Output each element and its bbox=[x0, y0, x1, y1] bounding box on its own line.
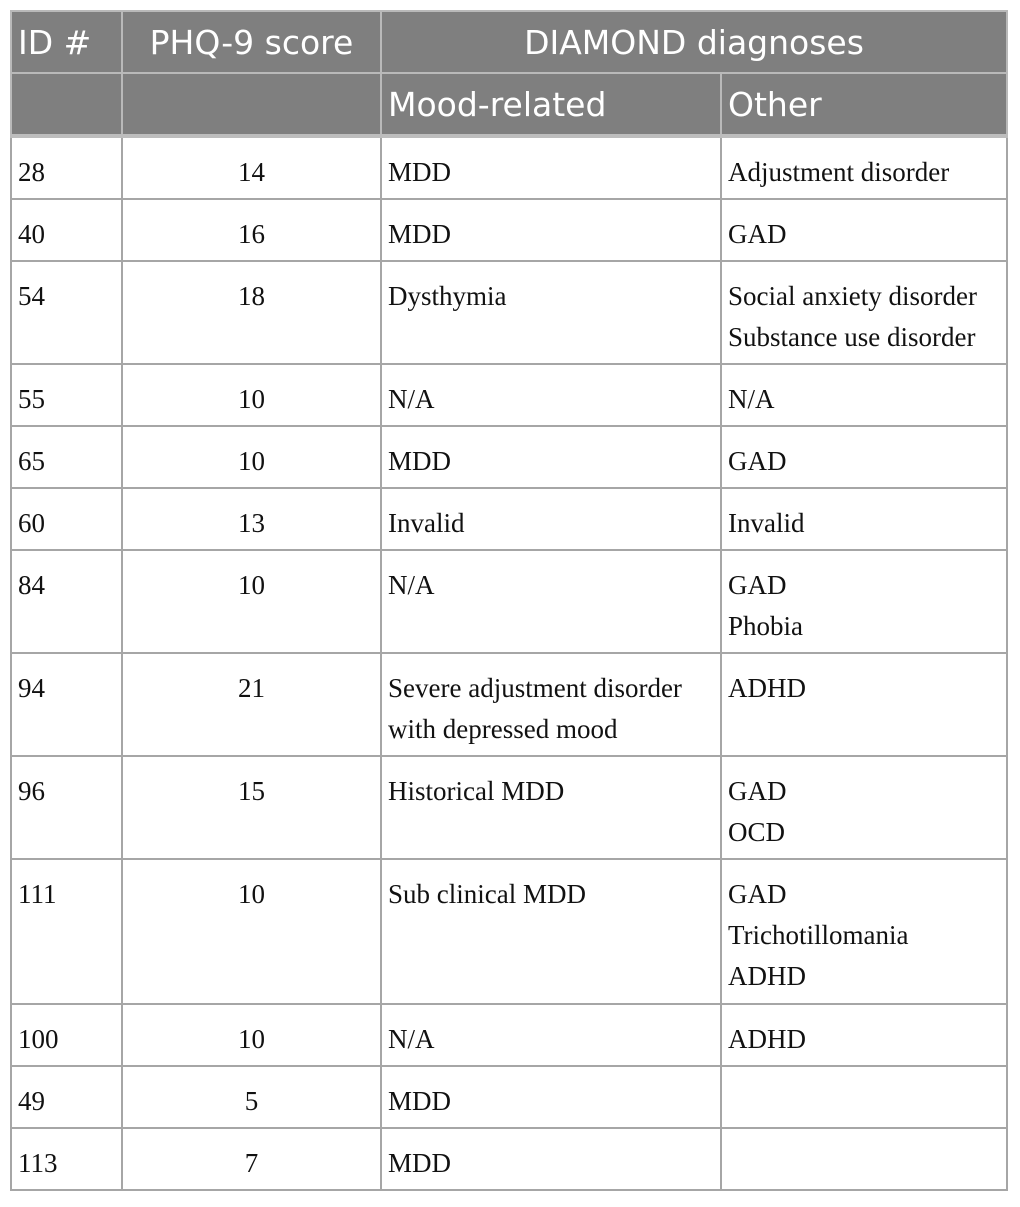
diagnosis-line: N/A bbox=[728, 384, 775, 414]
cell-mood-related bbox=[381, 756, 721, 859]
table-row bbox=[11, 261, 1007, 364]
cell-id: 94 bbox=[11, 653, 122, 756]
diagnosis-line: Historical MDD bbox=[388, 776, 565, 806]
cell-phq9-score: 16 bbox=[122, 199, 381, 261]
cell-other bbox=[721, 756, 1007, 859]
diagnosis-line: Substance use disorder bbox=[728, 322, 976, 352]
table-row bbox=[11, 136, 1007, 199]
table-row bbox=[11, 426, 1007, 488]
table-header bbox=[11, 11, 1007, 136]
header-mood-related: Mood-related bbox=[381, 73, 721, 136]
cell-other bbox=[721, 1066, 1007, 1128]
diagnosis-line: Sub clinical MDD bbox=[388, 879, 586, 909]
cell-id: 65 bbox=[11, 426, 122, 488]
cell-other bbox=[721, 261, 1007, 364]
cell-other bbox=[721, 1004, 1007, 1066]
diagnosis-line: ADHD bbox=[728, 1024, 806, 1054]
cell-id: 96 bbox=[11, 756, 122, 859]
cell-mood-related bbox=[381, 1066, 721, 1128]
table-row bbox=[11, 1004, 1007, 1066]
cell-phq9-score: 21 bbox=[122, 653, 381, 756]
cell-phq9-score: 10 bbox=[122, 859, 381, 1004]
cell-phq9-score: 10 bbox=[122, 550, 381, 653]
diagnosis-line: Severe adjustment disorder bbox=[388, 673, 682, 703]
cell-id: 55 bbox=[11, 364, 122, 426]
table-row bbox=[11, 488, 1007, 550]
diagnosis-line: GAD bbox=[728, 446, 787, 476]
cell-mood-related bbox=[381, 364, 721, 426]
diagnoses-table bbox=[10, 10, 1008, 1191]
diagnosis-line: MDD bbox=[388, 446, 452, 476]
cell-phq9-score: 14 bbox=[122, 136, 381, 199]
diagnosis-line: Invalid bbox=[728, 508, 805, 538]
table-row bbox=[11, 199, 1007, 261]
diagnosis-line: MDD bbox=[388, 1086, 452, 1116]
cell-mood-related bbox=[381, 261, 721, 364]
diagnosis-line: N/A bbox=[388, 1024, 435, 1054]
cell-other bbox=[721, 199, 1007, 261]
cell-phq9-score: 13 bbox=[122, 488, 381, 550]
diagnosis-line: N/A bbox=[388, 384, 435, 414]
cell-id: 28 bbox=[11, 136, 122, 199]
cell-mood-related bbox=[381, 859, 721, 1004]
header-phq9-score: PHQ-9 score bbox=[122, 11, 381, 73]
diagnosis-line: Social anxiety disorder bbox=[728, 281, 977, 311]
diagnosis-line: GAD bbox=[728, 776, 787, 806]
diagnosis-line: GAD bbox=[728, 570, 787, 600]
header-id: ID # bbox=[11, 11, 122, 73]
diagnosis-line: Dysthymia bbox=[388, 281, 507, 311]
cell-mood-related bbox=[381, 199, 721, 261]
header-id-sub bbox=[11, 73, 122, 136]
cell-phq9-score: 10 bbox=[122, 364, 381, 426]
cell-other bbox=[721, 1128, 1007, 1190]
cell-mood-related bbox=[381, 426, 721, 488]
cell-id: 113 bbox=[11, 1128, 122, 1190]
cell-other bbox=[721, 364, 1007, 426]
cell-mood-related bbox=[381, 653, 721, 756]
diagnosis-line: MDD bbox=[388, 1148, 452, 1178]
table-body bbox=[11, 136, 1007, 1190]
cell-other bbox=[721, 653, 1007, 756]
table-row bbox=[11, 859, 1007, 1004]
cell-other bbox=[721, 550, 1007, 653]
cell-id: 84 bbox=[11, 550, 122, 653]
cell-other bbox=[721, 136, 1007, 199]
cell-phq9-score: 10 bbox=[122, 1004, 381, 1066]
diagnosis-line: N/A bbox=[388, 570, 435, 600]
diagnosis-line: with depressed mood bbox=[388, 714, 618, 744]
cell-mood-related bbox=[381, 1128, 721, 1190]
cell-phq9-score: 18 bbox=[122, 261, 381, 364]
cell-mood-related bbox=[381, 550, 721, 653]
cell-phq9-score: 7 bbox=[122, 1128, 381, 1190]
diagnosis-line: ADHD bbox=[728, 961, 806, 991]
cell-phq9-score: 10 bbox=[122, 426, 381, 488]
cell-id: 100 bbox=[11, 1004, 122, 1066]
header-phq9-sub bbox=[122, 73, 381, 136]
cell-phq9-score: 15 bbox=[122, 756, 381, 859]
header-diamond-diagnoses: DIAMOND diagnoses bbox=[381, 11, 1007, 73]
table-row bbox=[11, 653, 1007, 756]
cell-id: 111 bbox=[11, 859, 122, 1004]
cell-other bbox=[721, 859, 1007, 1004]
table-row bbox=[11, 1128, 1007, 1190]
cell-other bbox=[721, 488, 1007, 550]
diagnosis-line: Phobia bbox=[728, 611, 804, 641]
table-row bbox=[11, 1066, 1007, 1128]
cell-mood-related bbox=[381, 136, 721, 199]
cell-id: 49 bbox=[11, 1066, 122, 1128]
diagnosis-line: Adjustment disorder bbox=[728, 157, 950, 187]
header-row-2 bbox=[11, 73, 1007, 136]
header-other: Other bbox=[721, 73, 1007, 136]
diagnosis-line: MDD bbox=[388, 219, 452, 249]
diagnosis-line: Trichotillomania bbox=[728, 920, 909, 950]
diagnosis-line: MDD bbox=[388, 157, 452, 187]
cell-id: 60 bbox=[11, 488, 122, 550]
cell-phq9-score: 5 bbox=[122, 1066, 381, 1128]
header-row-1 bbox=[11, 11, 1007, 73]
cell-mood-related bbox=[381, 1004, 721, 1066]
cell-mood-related bbox=[381, 488, 721, 550]
diagnosis-line: OCD bbox=[728, 817, 786, 847]
table-row bbox=[11, 550, 1007, 653]
diagnosis-line: GAD bbox=[728, 219, 787, 249]
table-row bbox=[11, 364, 1007, 426]
cell-id: 40 bbox=[11, 199, 122, 261]
cell-other bbox=[721, 426, 1007, 488]
diagnosis-line: ADHD bbox=[728, 673, 806, 703]
table-row bbox=[11, 756, 1007, 859]
diagnosis-line: Invalid bbox=[388, 508, 465, 538]
diagnosis-line: GAD bbox=[728, 879, 787, 909]
cell-id: 54 bbox=[11, 261, 122, 364]
